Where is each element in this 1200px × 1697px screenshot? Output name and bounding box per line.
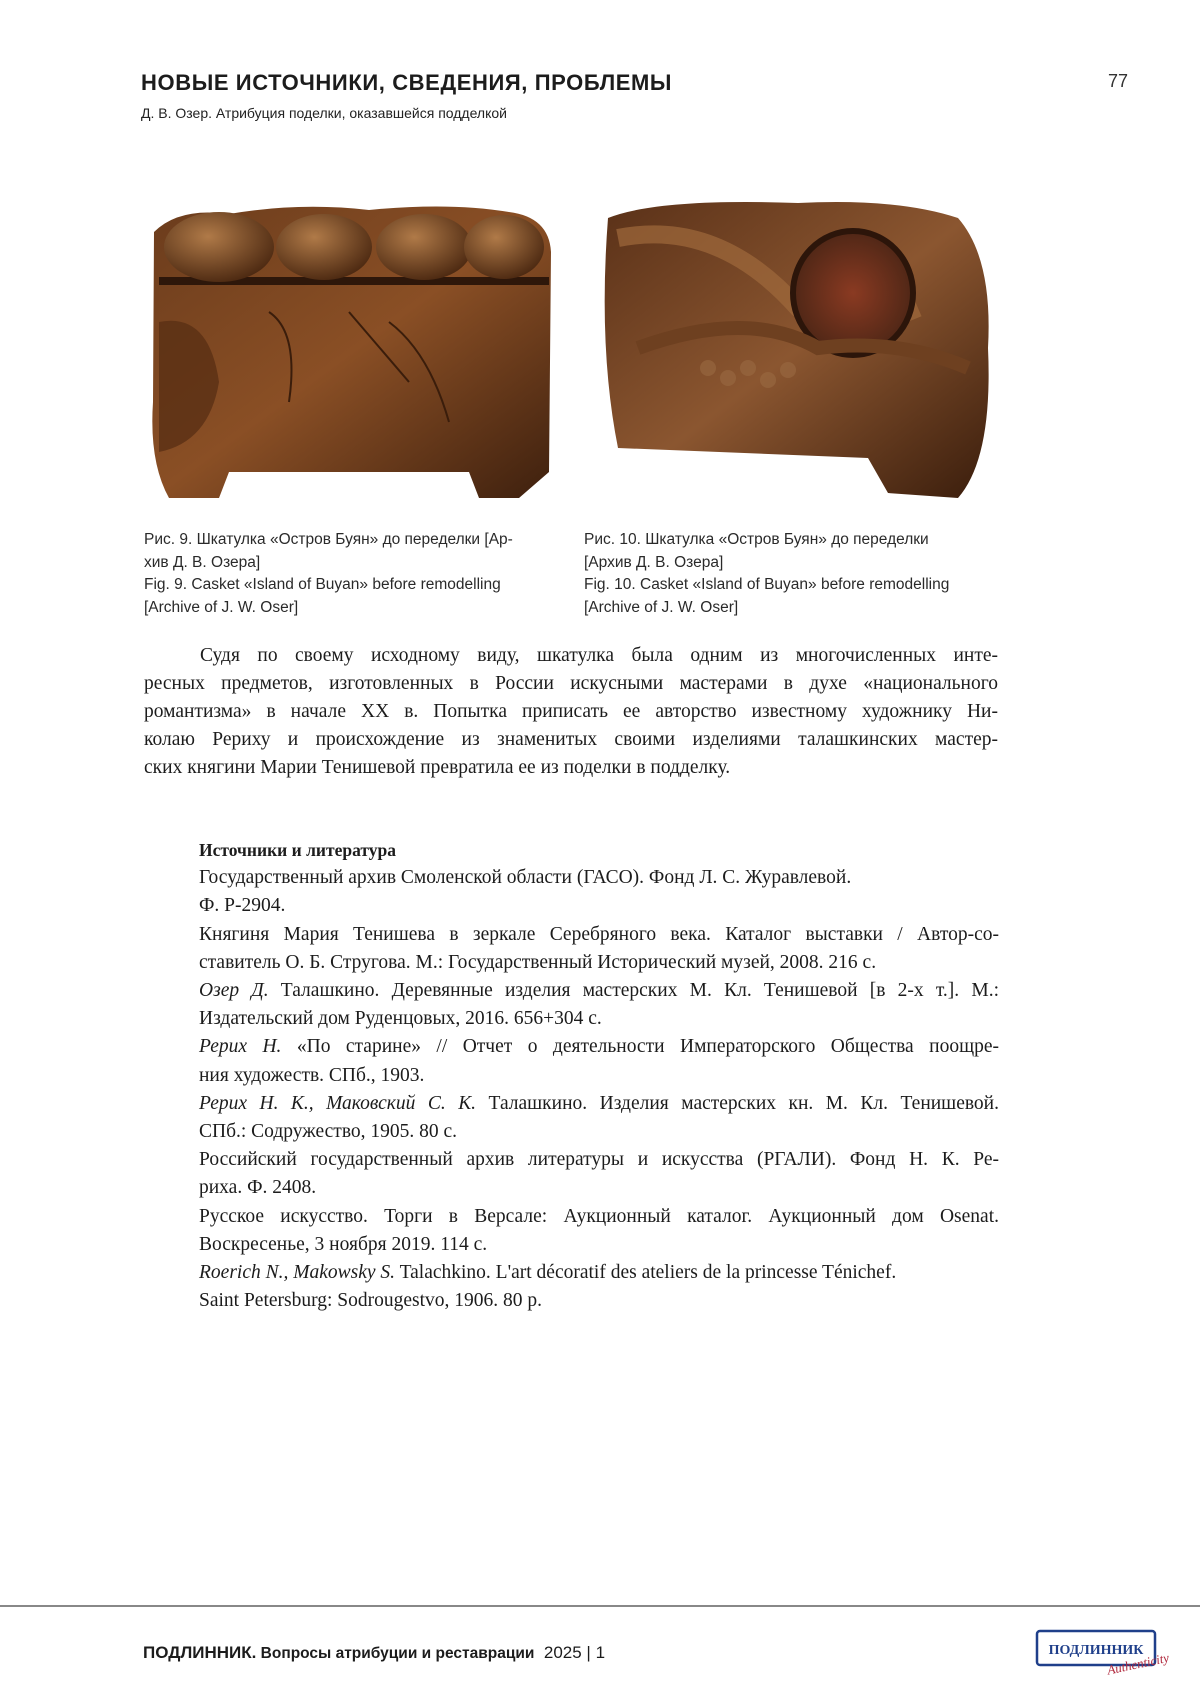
caption-line: Fig. 10. Casket «Island of Buyan» before remodelling [584, 576, 950, 593]
reference-line [199, 1259, 999, 1287]
reference-line [199, 1174, 999, 1202]
journal-issue: 2025 | 1 [534, 1643, 606, 1662]
reference-line [199, 1090, 999, 1118]
reference-text: Издательский дом Руденцовых, 2016. 656+304 с. [199, 1008, 602, 1030]
reference-text: ставитель О. Б. Стругова. М.: Государственный Исторический музей, 2008. 216 с. [199, 951, 877, 973]
section-title: НОВЫЕ ИСТОЧНИКИ, СВЕДЕНИЯ, ПРОБЛЕМЫ [141, 70, 673, 95]
reference-author: Roerich N., Makowsky S. [199, 1262, 396, 1284]
reference-text: Государственный архив Смоленской области (ГАСО). Фонд Л. С. Журавлевой. [199, 867, 852, 889]
reference-line [199, 1118, 999, 1146]
reference-text: Ф. Р-2904. [199, 895, 286, 917]
reference-line [199, 1062, 999, 1090]
reference-text: СПб.: Содружество, 1905. 80 с. [199, 1121, 458, 1143]
reference-line [199, 892, 999, 920]
reference-line [199, 1146, 999, 1174]
paragraph-line: ских княгини Марии Тенишевой превратила ее из поделки в подделку. [144, 757, 731, 778]
references-section [199, 836, 999, 1315]
casket-photo-fig9 [149, 202, 556, 498]
paragraph-line: колаю Рериху и происхождение из знаменитых своими изделиями талашкинских мастер- [144, 729, 998, 750]
reference-line [199, 864, 999, 892]
reference-author: Рерих Н. К., Маковский С. К. [199, 1092, 477, 1114]
reference-line [199, 1203, 999, 1231]
caption-line: Рис. 9. Шкатулка «Остров Буян» до переделки [Ар- [144, 531, 513, 548]
reference-line [199, 1033, 999, 1061]
reference-text: риха. Ф. 2408. [199, 1177, 317, 1199]
references-list [199, 864, 999, 1315]
reference-text: Княгиня Мария Тенишева в зеркале Серебряного века. Каталог выставки / Автор-со- [199, 923, 999, 945]
reference-text: Талашкино. Изделия мастерских кн. М. Кл. Тенишевой. [476, 1092, 999, 1114]
caption-line: [Архив Д. В. Озера] [584, 553, 724, 571]
body-paragraph [144, 642, 998, 782]
caption-line: хив Д. В. Озера] [144, 553, 261, 571]
journal-logo [1035, 1629, 1171, 1678]
reference-text: «По старине» // Отчет о деятельности Императорского Общества поощре- [281, 1036, 999, 1058]
reference-line [199, 1231, 999, 1259]
reference-line [199, 1287, 999, 1315]
paragraph-line: романтизма» в начале XX в. Попытка приписать ее авторство известному художнику Ни- [144, 701, 998, 722]
reference-text: Русское искусство. Торги в Версале: Аукционный каталог. Аукционный дом Osenat. [199, 1205, 999, 1227]
reference-line [199, 1005, 999, 1033]
footer-journal [143, 1643, 605, 1663]
reference-text: ния художеств. СПб., 1903. [199, 1064, 425, 1086]
casket-photo-fig10 [598, 198, 993, 501]
reference-line [199, 977, 999, 1005]
caption-line: [Archive of J. W. Oser] [144, 598, 299, 616]
figure-caption-9 [144, 529, 544, 619]
paragraph-line: Судя по своему исходному виду, шкатулка была одним из многочисленных инте- [200, 645, 998, 666]
journal-subtitle: Вопросы атрибуции и реставрации [256, 1645, 535, 1662]
reference-text: Воскресенье, 3 ноября 2019. 114 с. [199, 1233, 488, 1255]
svg-text:ПОДЛИННИК: ПОДЛИННИК [1048, 1643, 1144, 1658]
reference-author: Рерих Н. [199, 1036, 282, 1058]
caption-line: [Archive of J. W. Oser] [584, 598, 739, 616]
reference-line [199, 949, 999, 977]
paragraph-line: ресных предметов, изготовленных в России искусными мастерами в духе «национального [144, 673, 998, 694]
figure-caption-10 [584, 529, 1004, 619]
reference-text: Российский государственный архив литературы и искусства (РГАЛИ). Фонд Н. К. Ре- [199, 1149, 999, 1171]
reference-text: Saint Petersburg: Sodrougestvo, 1906. 80 p. [199, 1290, 543, 1312]
caption-line: Fig. 9. Casket «Island of Buyan» before remodelling [144, 576, 501, 593]
article-subtitle: Д. В. Озер. Атрибуция поделки, оказавшейся подделкой [141, 105, 507, 121]
references-heading: Источники и литература [199, 840, 396, 860]
caption-line: Рис. 10. Шкатулка «Остров Буян» до переделки [584, 531, 929, 548]
page-number: 77 [1108, 71, 1129, 91]
reference-text: Talachkino. L'art décoratif des ateliers de la princesse Ténichef. [395, 1262, 897, 1284]
journal-name: ПОДЛИННИК. [143, 1643, 257, 1662]
reference-line [199, 921, 999, 949]
reference-author: Озер Д. [199, 980, 269, 1002]
footer-divider [0, 1605, 1200, 1607]
svg-text:Authenticity: Authenticity [1105, 1649, 1171, 1678]
reference-text: Талашкино. Деревянные изделия мастерских М. Кл. Тенишевой [в 2-х т.]. М.: [268, 980, 999, 1002]
